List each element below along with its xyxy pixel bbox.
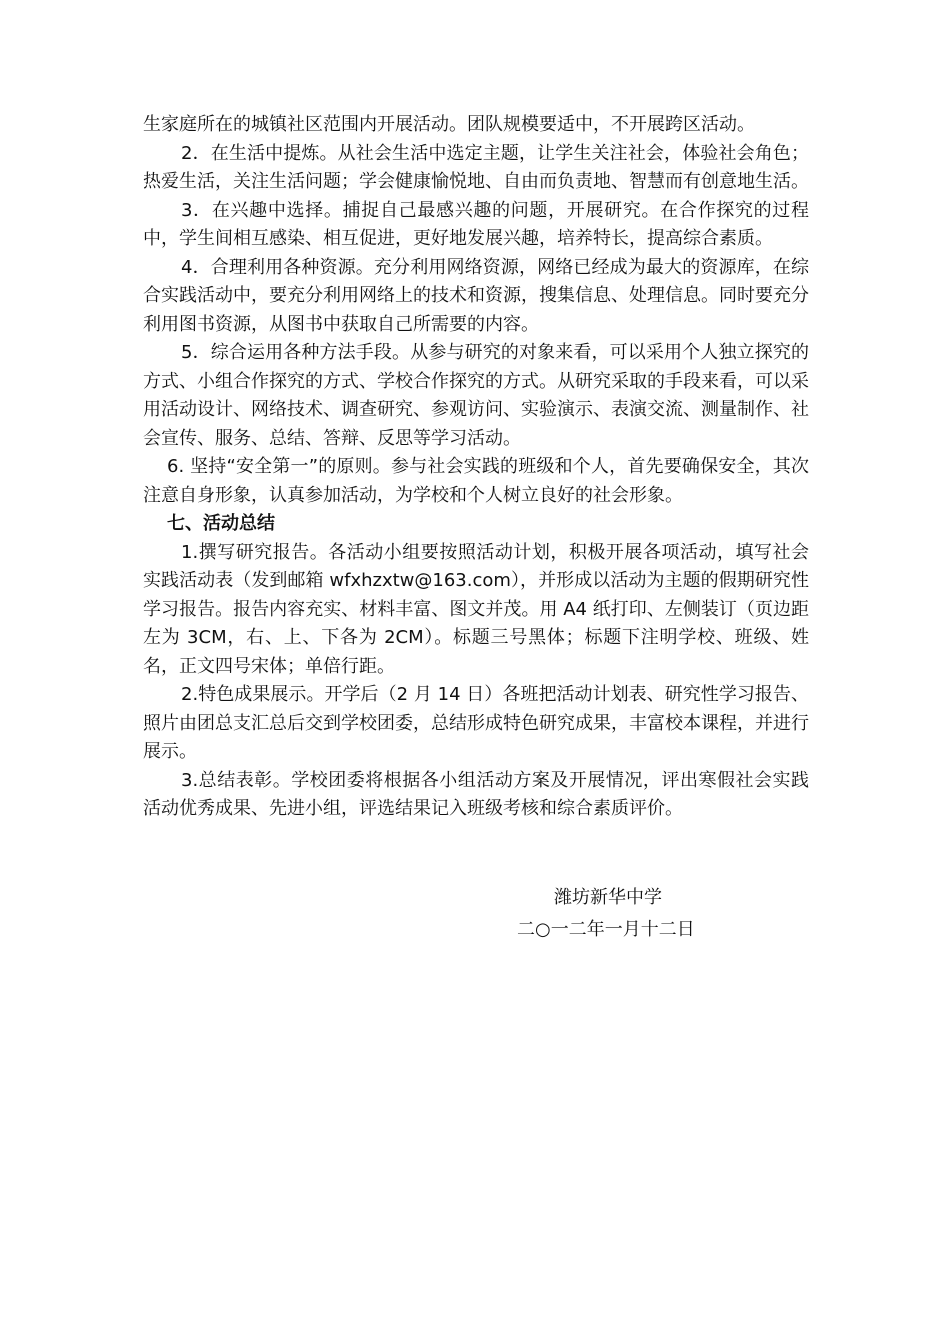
paragraph-item-6: 6. 坚持“安全第一”的原则。参与社会实践的班级和个人，首先要确保安全，其次注意自身形象，认真参加活动，为学校和个人树立良好的社会形象。	[143, 456, 809, 506]
document-body	[143, 111, 809, 824]
paragraph-item-5: 5．综合运用各种方法手段。从参与研究的对象来看，可以采用个人独立探究的方式、小组合作探究的方式、学校合作探究的方式。从研究采取的手段来看，可以采用活动设计、网络技术、调查研究、参观访问、实验演示、表演交流、测量制作、社会宣传、服务、总结、答辩、反思等学习活动。	[143, 342, 809, 449]
paragraph-summary-1: 1.撰写研究报告。各活动小组要按照活动计划，积极开展各项活动，填写社会实践活动表（发到邮箱 wfxhzxtw@163.com），并形成以活动为主题的假期研究性学习报告。报告内容充实、材料丰富、图文并茂。用 A4 纸打印、左侧装订（页边距左为 3CM，右、上、下各为 2CM）。标题三号黑体；标题下注明学校、班级、姓名，正文四号宋体；单倍行距。	[143, 541, 809, 677]
signature-date: 二○一二年一月十二日	[517, 919, 695, 940]
paragraph-item-2: 2．在生活中提炼。从社会生活中选定主题，让学生关注社会，体验社会角色；热爱生活，关注生活问题；学会健康愉悦地、自由而负责地、智慧而有创意地生活。	[143, 142, 809, 192]
paragraph-continuation: 生家庭所在的城镇社区范围内开展活动。团队规模要适中，不开展跨区活动。	[143, 114, 755, 135]
signature-school: 潍坊新华中学	[554, 887, 662, 908]
paragraph-summary-2: 2.特色成果展示。开学后（2 月 14 日）各班把活动计划表、研究性学习报告、照片由团总支汇总后交到学校团委，总结形成特色研究成果，丰富校本课程，并进行展示。	[143, 684, 809, 762]
paragraph-item-4: 4．合理利用各种资源。充分利用网络资源，网络已经成为最大的资源库，在综合实践活动中，要充分利用网络上的技术和资源，搜集信息、处理信息。同时要充分利用图书资源，从图书中获取自己所需要的内容。	[143, 256, 809, 335]
paragraph-item-3: 3．在兴趣中选择。捕捉自己最感兴趣的问题，开展研究。在合作探究的过程中，学生间相互感染、相互促进，更好地发展兴趣，培养特长，提高综合素质。	[143, 199, 809, 249]
paragraph-summary-3: 3.总结表彰。学校团委将根据各小组活动方案及开展情况，评出寒假社会实践活动优秀成果、先进小组，评选结果记入班级考核和综合素质评价。	[143, 769, 809, 819]
section-heading-summary: 七、活动总结	[167, 513, 275, 534]
